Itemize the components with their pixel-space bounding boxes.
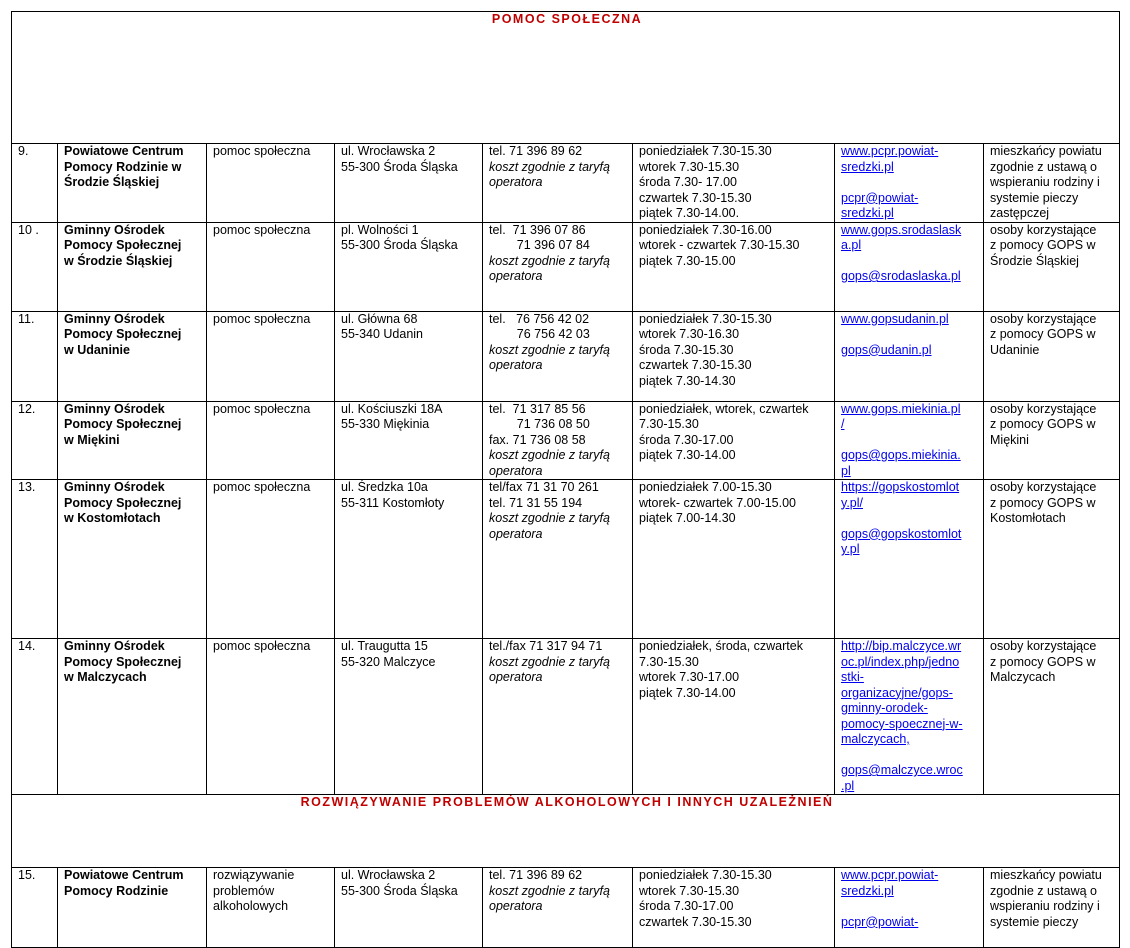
institution-name-line: Gminny Ośrodek: [64, 401, 165, 416]
target-group-line: z pomocy GOPS w: [990, 654, 1096, 669]
phone-contact-line: tel./fax 71 317 94 71: [489, 639, 603, 653]
target-group: [984, 868, 1120, 948]
phone-contact-line: koszt zgodnie z taryfą: [489, 654, 610, 669]
institution-name: [58, 480, 207, 639]
target-group-line: systemie pieczy: [990, 914, 1079, 929]
target-group-line: zgodnie z ustawą o: [990, 159, 1098, 174]
phone-contact-line: operatora: [489, 899, 543, 913]
phone-contact-line: tel. 71 396 89 62: [489, 144, 583, 158]
email-link-line[interactable]: sredzki.pl: [841, 206, 894, 220]
institution-name-line: w Kostomłotach: [64, 511, 161, 525]
phone-contact-line: tel. 71 396 89 62: [489, 868, 583, 882]
target-group-line: systemie pieczy: [990, 190, 1079, 205]
row-number: 10 .: [12, 222, 58, 311]
opening-hours: [633, 311, 835, 401]
spacer: [841, 254, 980, 270]
target-group-line: mieszkańcy powiatu: [990, 144, 1102, 158]
website-link-line[interactable]: www.gops.miekinia.pl: [841, 401, 961, 416]
phone-contact: [483, 868, 633, 948]
email-link-line[interactable]: pl: [841, 463, 851, 478]
website-link-line[interactable]: y.pl/: [841, 495, 863, 510]
institution-name-line: Pomocy Społecznej: [64, 238, 182, 252]
target-group-line: osoby korzystające: [990, 401, 1097, 416]
row-number: 9.: [12, 144, 58, 223]
opening-hours: [633, 480, 835, 639]
opening-hours-line: piątek 7.30-15.00: [639, 253, 736, 268]
opening-hours-line: piątek 7.30-14.00: [639, 448, 736, 462]
opening-hours-line: poniedziałek 7.30-16.00: [639, 222, 772, 237]
service-type-line: rozwiązywanie: [213, 868, 295, 882]
institution-name: [58, 222, 207, 311]
table-row: [12, 639, 1120, 795]
row-number: 15.: [12, 868, 58, 948]
phone-contact-line: tel. 71 31 55 194: [489, 495, 583, 510]
website-email: [835, 222, 984, 311]
opening-hours-line: piątek 7.30-14.30: [639, 373, 736, 388]
address: [335, 311, 483, 401]
email-link[interactable]: [841, 343, 980, 359]
target-group-line: z pomocy GOPS w: [990, 417, 1096, 431]
email-link-line[interactable]: .pl: [841, 778, 855, 793]
phone-contact-line: tel/fax 71 31 70 261: [489, 480, 599, 494]
table-body: [12, 12, 1120, 948]
phone-contact-line: koszt zgodnie z taryfą: [489, 448, 610, 462]
target-group: [984, 480, 1120, 639]
institution-name-line: Pomocy Rodzinie w: [64, 159, 182, 174]
website-link-line[interactable]: malczycach,: [841, 732, 910, 746]
service-type: [207, 868, 335, 948]
phone-contact-line: koszt zgodnie z taryfą: [489, 342, 610, 357]
opening-hours-line: wtorek- czwartek 7.00-15.00: [639, 495, 797, 510]
service-type-line: pomoc społeczna: [213, 401, 311, 416]
institution-name-line: Pomocy Społecznej: [64, 495, 182, 510]
service-type: [207, 144, 335, 223]
spacer: [841, 748, 980, 764]
service-type-line: pomoc społeczna: [213, 639, 311, 653]
phone-contact-line: fax. 71 736 08 58: [489, 432, 586, 447]
opening-hours-line: 7.30-15.30: [639, 417, 699, 431]
service-type: [207, 222, 335, 311]
phone-contact-line: operatora: [489, 269, 543, 283]
address-line: ul. Kościuszki 18A: [341, 401, 443, 416]
institution-name-line: Pomocy Społecznej: [64, 654, 182, 669]
target-group-line: wspieraniu rodziny i: [990, 899, 1100, 913]
target-group-line: z pomocy GOPS w: [990, 327, 1096, 341]
address-line: pl. Wolności 1: [341, 222, 419, 237]
section-problemy-alkoholowe: ROZWIĄZYWANIE PROBLEMÓW ALKOHOLOWYCH I INNYCH UZALEŻNIEŃ: [12, 795, 1120, 868]
target-group-line: zastępczej: [990, 206, 1050, 220]
service-type: [207, 311, 335, 401]
target-group: [984, 311, 1120, 401]
target-group-line: osoby korzystające: [990, 639, 1097, 653]
email-link[interactable]: [841, 448, 980, 479]
email-link-line[interactable]: gops@malczyce.wroc: [841, 763, 963, 777]
institution-name-line: Pomocy Społecznej: [64, 327, 182, 341]
institution-name: [58, 311, 207, 401]
website-email: [835, 311, 984, 401]
institution-name-line: Powiatowe Centrum: [64, 144, 184, 158]
service-type-line: problemów: [213, 883, 275, 898]
website-email: [835, 401, 984, 480]
service-type-line: pomoc społeczna: [213, 480, 311, 494]
phone-contact: [483, 639, 633, 795]
opening-hours-line: poniedziałek 7.00-15.30: [639, 480, 772, 494]
target-group-line: Malczycach: [990, 670, 1056, 684]
target-group-line: zgodnie z ustawą o: [990, 883, 1098, 898]
institution-name-line: w Udaninie: [64, 342, 130, 357]
institution-name-line: Gminny Ośrodek: [64, 222, 165, 237]
website-link[interactable]: [841, 639, 980, 748]
website-link-line[interactable]: www.pcpr.powiat-: [841, 868, 939, 882]
email-link-line[interactable]: pcpr@powiat-: [841, 914, 919, 929]
institution-name-line: Pomocy Społecznej: [64, 417, 182, 431]
phone-contact-line: operatora: [489, 526, 543, 541]
website-link-line[interactable]: stki-: [841, 670, 864, 684]
website-email: [835, 480, 984, 639]
spacer: [841, 327, 980, 343]
website-link-line[interactable]: oc.pl/index.php/jedno: [841, 654, 960, 669]
phone-contact-line: 76 756 42 03: [489, 327, 590, 341]
opening-hours: [633, 144, 835, 223]
opening-hours: [633, 222, 835, 311]
opening-hours-line: środa 7.30-17.00: [639, 899, 734, 913]
phone-contact-line: tel. 71 317 85 56: [489, 401, 586, 416]
phone-contact: [483, 401, 633, 480]
address-line: 55-340 Udanin: [341, 327, 424, 341]
table-row: [12, 480, 1120, 639]
table-row: [12, 401, 1120, 480]
institution-name-line: w Środzie Śląskiej: [64, 253, 173, 268]
table-row: [12, 222, 1120, 311]
website-link[interactable]: [841, 144, 980, 175]
website-link-line[interactable]: http://bip.malczyce.wr: [841, 639, 962, 653]
institution-name: [58, 144, 207, 223]
address: [335, 639, 483, 795]
opening-hours-line: wtorek 7.30-17.00: [639, 670, 740, 684]
phone-contact-line: 71 396 07 84: [489, 238, 590, 252]
opening-hours: [633, 401, 835, 480]
opening-hours-line: poniedziałek 7.30-15.30: [639, 311, 772, 326]
spacer: [841, 511, 980, 527]
website-email: [835, 868, 984, 948]
service-type: [207, 401, 335, 480]
phone-contact-line: 71 736 08 50: [489, 417, 590, 431]
address-line: ul. Traugutta 15: [341, 639, 428, 653]
target-group-line: osoby korzystające: [990, 222, 1097, 237]
email-link[interactable]: [841, 763, 980, 794]
institution-name-line: Gminny Ośrodek: [64, 639, 165, 653]
service-type: [207, 480, 335, 639]
institution-name-line: Środzie Śląskiej: [64, 175, 160, 189]
institution-name-line: w Malczycach: [64, 670, 147, 684]
target-group-line: osoby korzystające: [990, 480, 1097, 494]
phone-contact: [483, 480, 633, 639]
opening-hours-line: środa 7.30-17.00: [639, 432, 734, 447]
opening-hours-line: wtorek 7.30-15.30: [639, 159, 740, 174]
website-link-line[interactable]: https://gopskostomlot: [841, 480, 960, 494]
row-number: 11.: [12, 311, 58, 401]
institution-name: [58, 401, 207, 480]
website-link-line[interactable]: organizacyjne/gops-: [841, 685, 953, 700]
address-line: 55-300 Środa Śląska: [341, 883, 458, 898]
phone-contact: [483, 222, 633, 311]
address-line: 55-330 Miękinia: [341, 417, 430, 431]
service-type-line: pomoc społeczna: [213, 144, 311, 158]
opening-hours-line: piątek 7.30-14.00: [639, 685, 736, 700]
opening-hours-line: piątek 7.30-14.00.: [639, 206, 740, 220]
institution-name-line: Powiatowe Centrum: [64, 868, 184, 882]
target-group-line: wspieraniu rodziny i: [990, 175, 1100, 189]
target-group-line: Udaninie: [990, 342, 1040, 357]
phone-contact-line: operatora: [489, 358, 543, 372]
institution-name-line: Gminny Ośrodek: [64, 480, 165, 494]
row-number: 12.: [12, 401, 58, 480]
target-group-line: Kostomłotach: [990, 511, 1066, 525]
website-email: [835, 639, 984, 795]
table-row: [12, 868, 1120, 948]
opening-hours-line: środa 7.30- 17.00: [639, 175, 737, 189]
address-line: 55-300 Środa Śląska: [341, 238, 458, 252]
opening-hours-line: poniedziałek, wtorek, czwartek: [639, 401, 809, 416]
service-type-line: pomoc społeczna: [213, 222, 311, 237]
email-link-line[interactable]: y.pl: [841, 542, 860, 556]
website-link[interactable]: [841, 480, 980, 511]
address: [335, 868, 483, 948]
website-link-line[interactable]: www.gops.srodaslask: [841, 222, 962, 237]
address-line: ul. Średzka 10a: [341, 480, 428, 494]
row-number: 13.: [12, 480, 58, 639]
phone-contact-line: koszt zgodnie z taryfą: [489, 159, 610, 174]
institution-name-line: Gminny Ośrodek: [64, 311, 165, 326]
address: [335, 480, 483, 639]
address: [335, 401, 483, 480]
website-link[interactable]: [841, 223, 980, 254]
website-link-line[interactable]: /: [841, 417, 845, 431]
section-pomoc-spoleczna: POMOC SPOŁECZNA: [12, 12, 1120, 144]
table-row: [12, 311, 1120, 401]
email-link[interactable]: [841, 191, 980, 222]
website-link[interactable]: [841, 402, 980, 433]
opening-hours-line: czwartek 7.30-15.30: [639, 190, 752, 205]
phone-contact: [483, 144, 633, 223]
email-link[interactable]: [841, 527, 980, 558]
target-group: [984, 639, 1120, 795]
website-link-line[interactable]: www.gopsudanin.pl: [841, 311, 949, 326]
address-line: ul. Wrocławska 2: [341, 144, 436, 158]
email-link-line[interactable]: gops@gops.miekinia.: [841, 448, 961, 462]
phone-contact-line: tel. 76 756 42 02: [489, 311, 590, 326]
email-link-line[interactable]: gops@gopskostomlot: [841, 526, 962, 541]
service-type-line: pomoc społeczna: [213, 311, 311, 326]
opening-hours-line: wtorek - czwartek 7.30-15.30: [639, 238, 800, 252]
website-link-line[interactable]: a.pl: [841, 238, 862, 252]
target-group-line: Środzie Śląskiej: [990, 253, 1079, 268]
opening-hours: [633, 639, 835, 795]
phone-contact-line: operatora: [489, 463, 543, 478]
target-group: [984, 222, 1120, 311]
spacer: [841, 433, 980, 449]
phone-contact-line: koszt zgodnie z taryfą: [489, 253, 610, 268]
institution-name: [58, 868, 207, 948]
opening-hours-line: czwartek 7.30-15.30: [639, 358, 752, 372]
section-row: [12, 795, 1120, 868]
target-group-line: mieszkańcy powiatu: [990, 868, 1102, 882]
section-row: [12, 12, 1120, 144]
phone-contact-line: operatora: [489, 670, 543, 684]
target-group: [984, 144, 1120, 223]
website-link[interactable]: [841, 868, 980, 899]
service-type-line: alkoholowych: [213, 899, 289, 913]
opening-hours-line: czwartek 7.30-15.30: [639, 914, 752, 929]
row-number: 14.: [12, 639, 58, 795]
institution-name-line: Pomocy Rodzinie: [64, 883, 169, 898]
opening-hours-line: poniedziałek 7.30-15.30: [639, 144, 772, 158]
email-link-line[interactable]: gops@srodaslaska.pl: [841, 269, 961, 283]
email-link-line[interactable]: gops@udanin.pl: [841, 342, 932, 357]
website-email: [835, 144, 984, 223]
opening-hours-line: 7.30-15.30: [639, 654, 699, 669]
phone-contact: [483, 311, 633, 401]
institutions-table: [11, 11, 1120, 948]
address-line: 55-300 Środa Śląska: [341, 159, 458, 174]
target-group-line: osoby korzystające: [990, 311, 1097, 326]
target-group-line: Miękini: [990, 432, 1029, 447]
phone-contact-line: tel. 71 396 07 86: [489, 222, 586, 237]
opening-hours-line: poniedziałek 7.30-15.30: [639, 868, 772, 882]
email-link[interactable]: [841, 269, 980, 285]
phone-contact-line: koszt zgodnie z taryfą: [489, 883, 610, 898]
opening-hours-line: wtorek 7.30-15.30: [639, 883, 740, 898]
service-type: [207, 639, 335, 795]
opening-hours-line: wtorek 7.30-16.30: [639, 327, 740, 341]
target-group: [984, 401, 1120, 480]
address: [335, 222, 483, 311]
address-line: ul. Wrocławska 2: [341, 868, 436, 882]
opening-hours-line: środa 7.30-15.30: [639, 342, 734, 357]
website-link-line[interactable]: gminny-orodek-: [841, 701, 928, 715]
spacer: [841, 175, 980, 191]
opening-hours: [633, 868, 835, 948]
target-group-line: z pomocy GOPS w: [990, 238, 1096, 252]
website-link-line[interactable]: www.pcpr.powiat-: [841, 144, 939, 158]
opening-hours-line: piątek 7.00-14.30: [639, 511, 736, 525]
website-link-line[interactable]: sredzki.pl: [841, 159, 894, 174]
address-line: 55-311 Kostomłoty: [341, 495, 445, 510]
email-link[interactable]: [841, 915, 980, 931]
phone-contact-line: operatora: [489, 175, 543, 189]
address: [335, 144, 483, 223]
website-link[interactable]: [841, 312, 980, 328]
address-line: 55-320 Malczyce: [341, 654, 436, 669]
institution-name: [58, 639, 207, 795]
institution-name-line: w Miękini: [64, 432, 120, 447]
address-line: ul. Główna 68: [341, 311, 418, 326]
table-row: [12, 144, 1120, 223]
email-link-line[interactable]: pcpr@powiat-: [841, 190, 919, 205]
phone-contact-line: koszt zgodnie z taryfą: [489, 511, 610, 525]
spacer: [841, 899, 980, 915]
website-link-line[interactable]: sredzki.pl: [841, 883, 894, 898]
opening-hours-line: poniedziałek, środa, czwartek: [639, 639, 803, 653]
target-group-line: z pomocy GOPS w: [990, 495, 1096, 510]
website-link-line[interactable]: pomocy-spoecznej-w-: [841, 716, 963, 731]
